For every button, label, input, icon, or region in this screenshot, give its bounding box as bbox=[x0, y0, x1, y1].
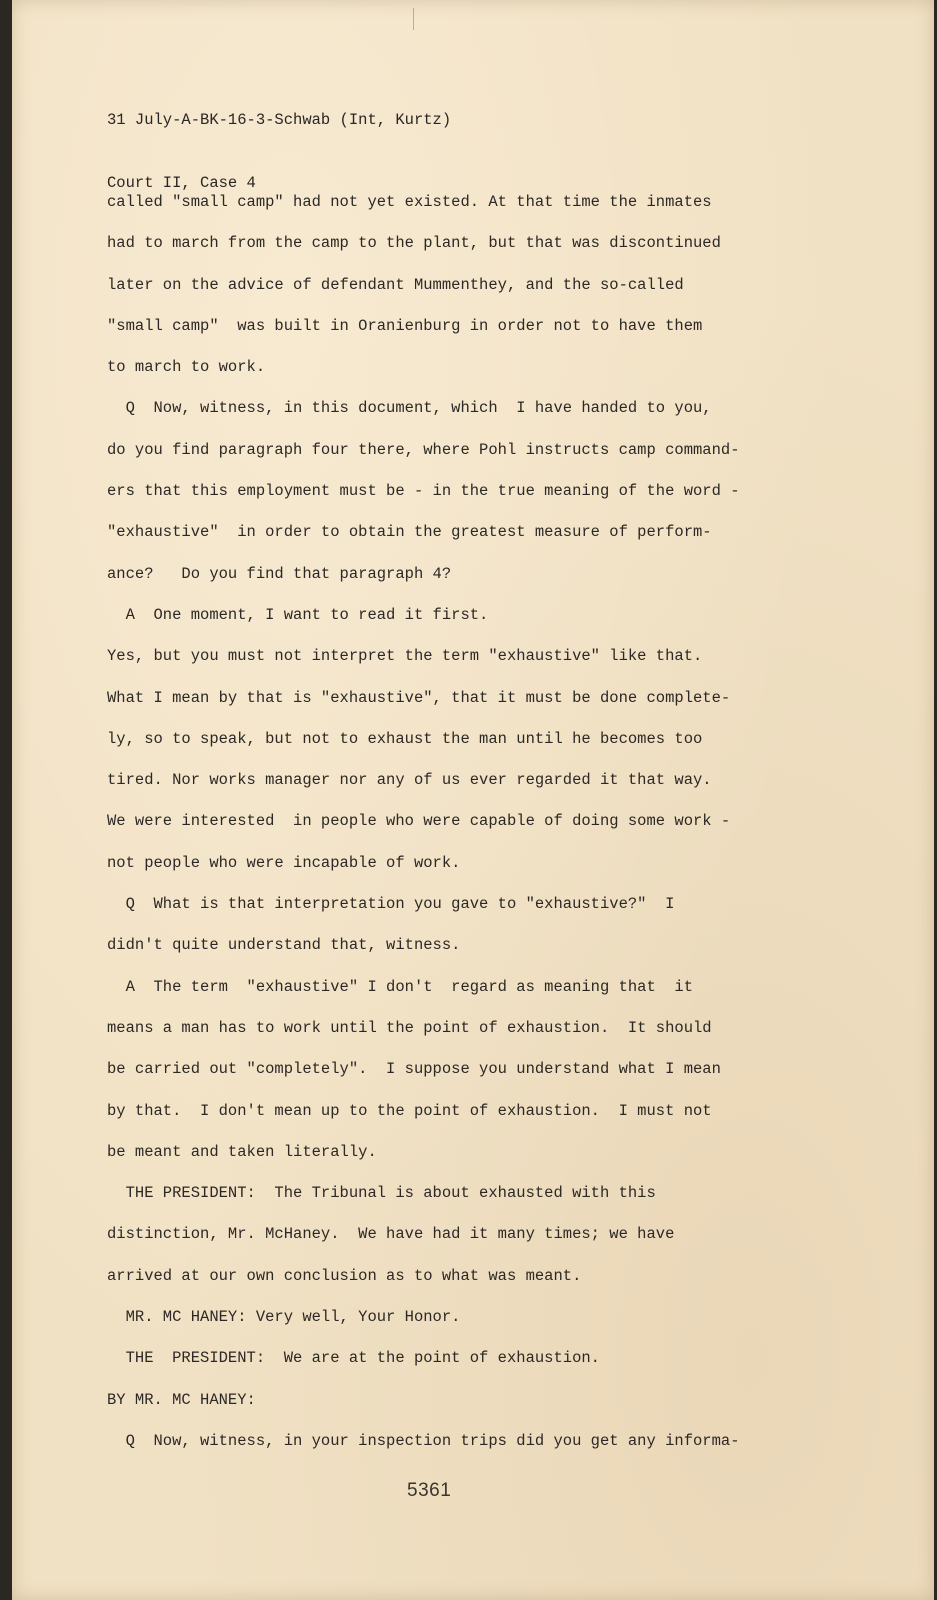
transcript-line: THE PRESIDENT: The Tribunal is about exhausted with this bbox=[107, 1184, 656, 1203]
transcript-line: to march to work. bbox=[107, 358, 266, 377]
transcript-line: distinction, Mr. McHaney. We have had it many times; we have bbox=[107, 1225, 675, 1244]
transcript-line: didn't quite understand that, witness. bbox=[107, 936, 461, 955]
transcript-line: THE PRESIDENT: We are at the point of exhaustion. bbox=[107, 1349, 600, 1368]
header-line-court: Court II, Case 4 bbox=[107, 174, 256, 192]
transcript-line: We were interested in people who were capable of doing some work - bbox=[107, 812, 731, 831]
transcript-line: ly, so to speak, but not to exhaust the man until he becomes too bbox=[107, 729, 703, 748]
transcript-line: had to march from the camp to the plant, but that was discontinued bbox=[107, 234, 721, 253]
transcript-line: means a man has to work until the point of exhaustion. It should bbox=[107, 1018, 712, 1037]
transcript-body bbox=[107, 182, 907, 1462]
transcript-line: by that. I don't mean up to the point of exhaustion. I must not bbox=[107, 1101, 712, 1120]
transcript-line: called "small camp" had not yet existed. At that time the inmates bbox=[107, 193, 712, 211]
transcript-line: MR. MC HANEY: Very well, Your Honor. bbox=[107, 1308, 461, 1327]
transcript-line: ance? Do you find that paragraph 4? bbox=[107, 564, 452, 583]
transcript-line: What I mean by that is "exhaustive", that it must be done complete- bbox=[107, 688, 731, 707]
transcript-line: Q Now, witness, in this document, which I have handed to you, bbox=[107, 399, 712, 418]
transcript-line: Yes, but you must not interpret the term "exhaustive" like that. bbox=[107, 647, 703, 666]
transcript-line: ers that this employment must be - in the true meaning of the word - bbox=[107, 482, 740, 501]
transcript-line: Q What is that interpretation you gave to "exhaustive?" I bbox=[107, 895, 675, 914]
transcript-line: arrived at our own conclusion as to what was meant. bbox=[107, 1266, 582, 1285]
transcript-line: be meant and taken literally. bbox=[107, 1142, 377, 1161]
transcript-line: Q Now, witness, in your inspection trips did you get any informa- bbox=[107, 1431, 740, 1450]
transcript-line: BY MR. MC HANEY: bbox=[107, 1390, 256, 1409]
document-page bbox=[12, 0, 934, 1600]
transcript-line: A The term "exhaustive" I don't regard as meaning that it bbox=[107, 977, 693, 996]
transcript-line: later on the advice of defendant Mummenthey, and the so-called bbox=[107, 275, 684, 294]
transcript-line: not people who were incapable of work. bbox=[107, 853, 461, 872]
transcript-line: A One moment, I want to read it first. bbox=[107, 605, 489, 624]
transcript-line: tired. Nor works manager nor any of us ever regarded it that way. bbox=[107, 771, 712, 790]
header-line-reference: 31 July-A-BK-16-3-Schwab (Int, Kurtz) bbox=[107, 111, 452, 129]
fold-mark bbox=[413, 8, 414, 30]
transcript-line: "exhaustive" in order to obtain the greatest measure of perform- bbox=[107, 523, 712, 542]
page-number: 5361 bbox=[407, 1480, 452, 1501]
transcript-line: be carried out "completely". I suppose you understand what I mean bbox=[107, 1060, 721, 1079]
transcript-line: "small camp" was built in Oranienburg in order not to have them bbox=[107, 316, 703, 335]
transcript-line: do you find paragraph four there, where Pohl instructs camp command- bbox=[107, 440, 740, 459]
